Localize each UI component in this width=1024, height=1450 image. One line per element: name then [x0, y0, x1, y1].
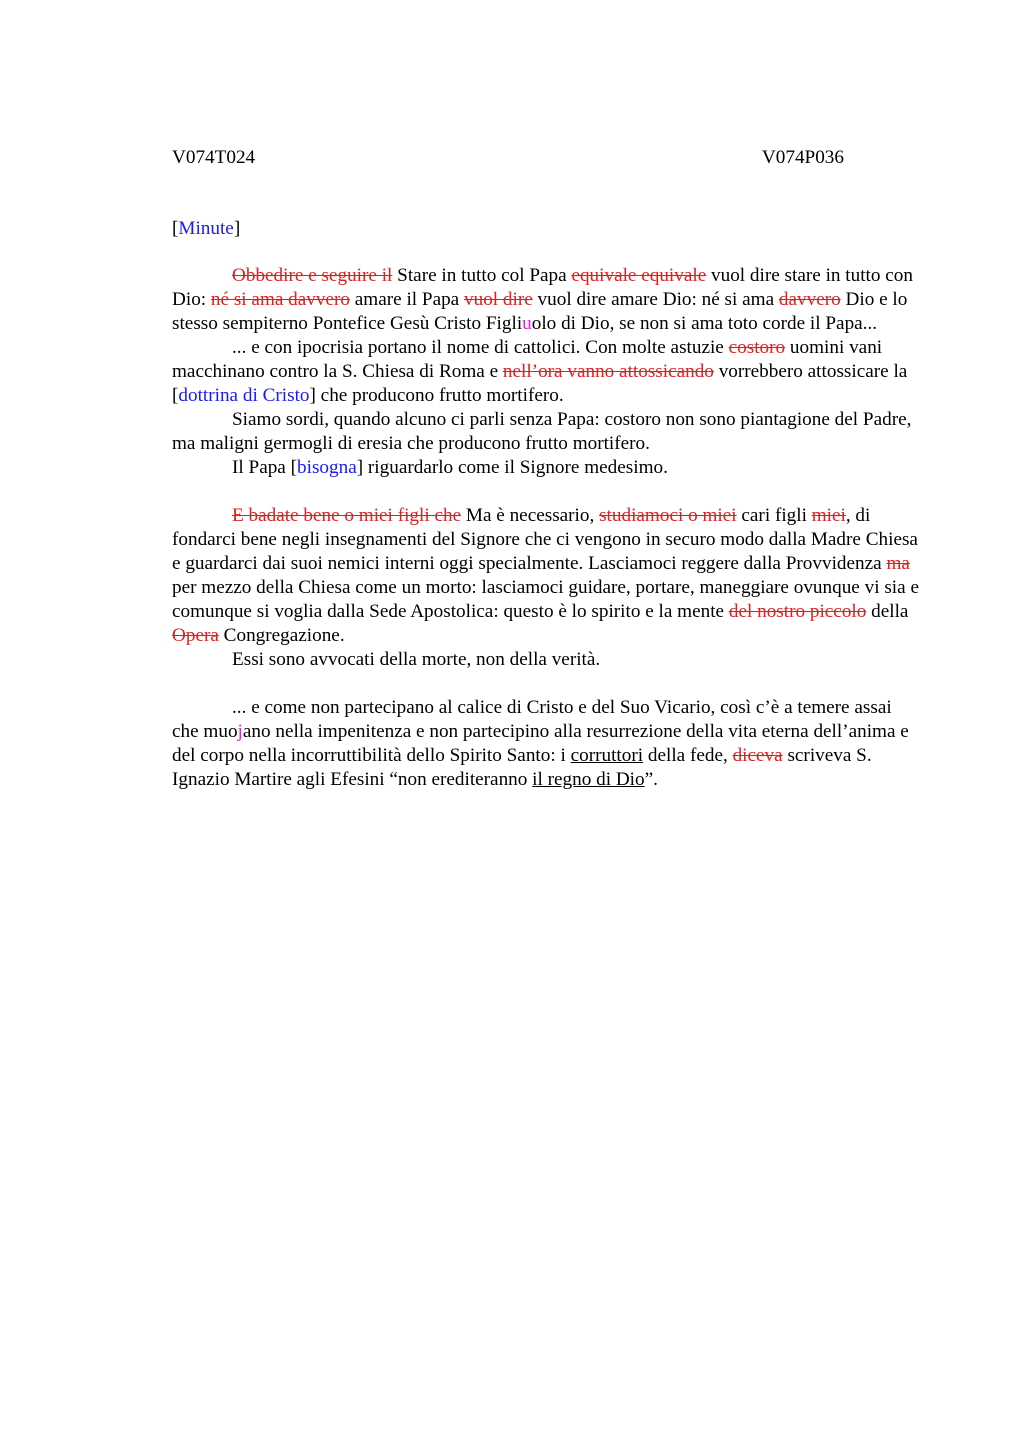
text-run: Siamo sordi, quando alcuno ci parli senza Papa: costoro non sono piantagione del Padre, ma maligni germogli di eresia che producono frutto mortifero.: [172, 409, 912, 454]
paragraph-4: [172, 456, 922, 480]
paragraph-gap: [172, 672, 922, 696]
page-header: [172, 140, 922, 176]
document-code: V074T024: [172, 147, 256, 168]
deleted-text: nell’ora vanno attossicando: [502, 361, 714, 382]
section-label: [172, 215, 240, 243]
paragraph-5: [172, 504, 922, 648]
paragraph-3: [172, 408, 922, 456]
text-run: della: [866, 601, 909, 622]
deleted-text: Opera: [172, 625, 219, 646]
deleted-text: davvero: [778, 289, 841, 310]
page-code: V074P036: [761, 147, 844, 168]
text-run: Stare in tutto col Papa: [392, 265, 572, 286]
text-run: Congregazione.: [218, 625, 345, 646]
paragraph-6: [172, 648, 922, 672]
text-run: uomini vani macchinano contro la S. Chiesa di Roma e: [172, 337, 883, 382]
underlined-text: corruttori: [570, 745, 644, 766]
text-run: per mezzo della Chiesa come un morto: lasciamoci guidare, portare, maneggiare ovunque vi sia e comunque si voglia dalla Sede Apostolica: questo è lo spirito e la mente: [172, 577, 919, 622]
deleted-text: costoro: [728, 337, 786, 358]
deleted-text: vuol dire: [464, 289, 533, 310]
text-run: vuol dire amare Dio: né si ama: [532, 289, 779, 310]
underlined-text: il regno di Dio: [532, 769, 645, 790]
text-run: olo di Dio, se non si ama toto corde il Papa...: [531, 313, 878, 334]
deleted-text: del nostro piccolo: [728, 601, 867, 622]
bracket-close: ]: [233, 218, 241, 239]
paragraph-1: [172, 264, 922, 336]
deleted-text: studiamoci o miei: [599, 505, 737, 526]
text-run: Ma è necessario,: [461, 505, 600, 526]
text-run: ”.: [644, 769, 658, 790]
deleted-text: Obbedire e seguire il: [232, 265, 393, 286]
document-page: [172, 140, 922, 790]
paragraph-gap: [172, 480, 922, 504]
text-run: amare il Papa: [349, 289, 464, 310]
deleted-text: E badate bene o miei figli che: [232, 505, 462, 526]
deleted-text: equivale equivale: [571, 265, 707, 286]
text-run: vuol dire stare in tutto con Dio:: [172, 265, 913, 310]
text-run: Il Papa [: [232, 457, 298, 478]
paragraph-7: [172, 696, 922, 792]
corrected-letter: u: [522, 313, 532, 334]
bracket-open: [: [172, 218, 179, 239]
text-run: Essi sono avvocati della morte, non della verità.: [232, 649, 601, 670]
text-run: ano nella impenitenza e non partecipino alla resurrezione della vita eterna dell’anima e del corpo nella incorruttibilità dello Spirito Santo: i: [172, 721, 909, 766]
text-run: della fede,: [643, 745, 733, 766]
text-run: ] riguardarlo come il Signore medesimo.: [356, 457, 668, 478]
deleted-text: diceva: [732, 745, 783, 766]
text-run: ... e con ipocrisia portano il nome di cattolici. Con molte astuzie: [232, 337, 729, 358]
paragraph-2: [172, 336, 922, 408]
text-run: Dio e lo stesso sempiterno Pontefice Gesù Cristo Figli: [172, 289, 908, 334]
deleted-text: miei: [811, 505, 846, 526]
transcription-body: [172, 264, 922, 792]
deleted-text: ma: [886, 553, 910, 574]
deleted-text: né si ama davvero: [210, 289, 350, 310]
text-run: , di fondarci bene negli insegnamenti del Signore che ci vengono in securo modo dalla Madre Chiesa e guardarci dai suoi nemici interni oggi specialmente. Lasciamoci reggere dalla Provvidenza: [172, 505, 918, 574]
editorial-insert: bisogna: [297, 457, 357, 478]
corrected-letter: j: [237, 721, 243, 742]
text-run: cari figli: [736, 505, 812, 526]
text-run: vorrebbero attossicare la [: [172, 361, 908, 406]
editorial-insert: dottrina di Cristo: [178, 385, 310, 406]
section-label-text: Minute: [178, 218, 234, 239]
text-run: ] che producono frutto mortifero.: [309, 385, 564, 406]
text-run: ... e come non partecipano al calice di Cristo e del Suo Vicario, così c’è a temere assai che muo: [172, 697, 892, 742]
text-run: scriveva S. Ignazio Martire agli Efesini “non erediteranno: [172, 745, 872, 790]
